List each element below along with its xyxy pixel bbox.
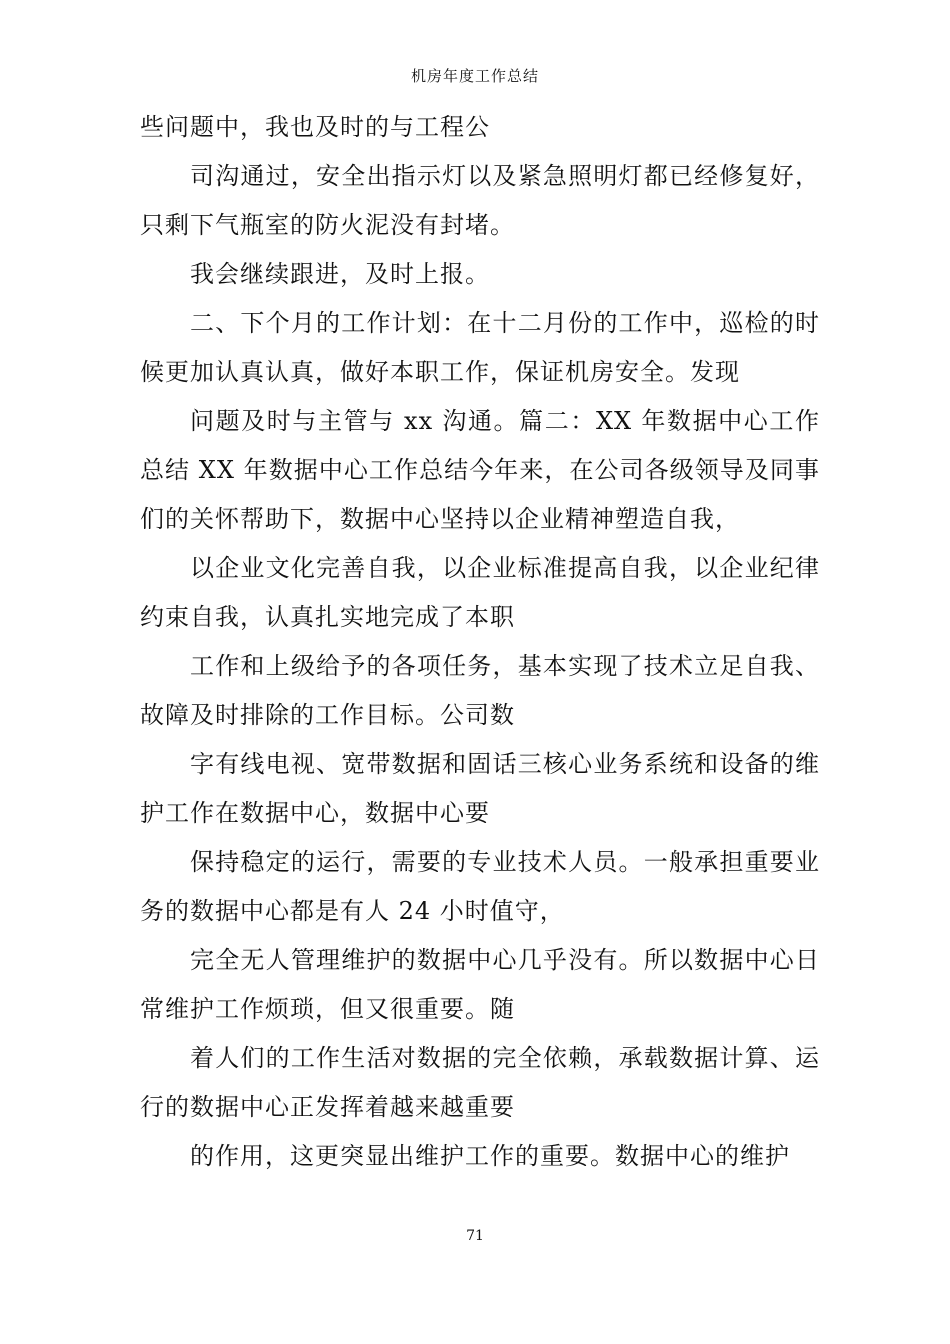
- page-header-title: 机房年度工作总结: [410, 67, 539, 85]
- paragraph: 司沟通过，安全出指示灯以及紧急照明灯都已经修复好，只剩下气瓶室的防火泥没有封堵。: [140, 162, 820, 239]
- paragraph: 我会继续跟进，及时上报。: [190, 260, 490, 288]
- paragraph: 保持稳定的运行，需要的专业技术人员。一般承担重要业务的数据中心都是有人 24 小时值守，: [140, 848, 820, 925]
- page-number: 71: [466, 1228, 484, 1244]
- paragraph: 完全无人管理维护的数据中心几乎没有。所以数据中心日常维护工作烦琐，但又很重要。随: [140, 946, 820, 1023]
- paragraph: 工作和上级给予的各项任务，基本实现了技术立足自我、故障及时排除的工作目标。公司数: [140, 652, 820, 729]
- paragraph: 的作用，这更突显出维护工作的重要。数据中心的维护: [190, 1142, 790, 1170]
- paragraph: 些问题中，我也及时的与工程公: [140, 113, 490, 141]
- paragraph: 着人们的工作生活对数据的完全依赖，承载数据计算、运行的数据中心正发挥着越来越重要: [140, 1044, 820, 1121]
- document-body: [140, 103, 820, 1181]
- paragraph: 问题及时与主管与 xx 沟通。篇二：XX 年数据中心工作总结 XX 年数据中心工作总结今年来，在公司各级领导及同事们的关怀帮助下，数据中心坚持以企业精神塑造自我，: [140, 407, 820, 533]
- paragraph: 字有线电视、宽带数据和固话三核心业务系统和设备的维护工作在数据中心，数据中心要: [140, 750, 820, 827]
- paragraph: 以企业文化完善自我，以企业标准提高自我，以企业纪律约束自我，认真扎实地完成了本职: [140, 554, 820, 631]
- paragraph: 二、下个月的工作计划：在十二月份的工作中，巡检的时候更加认真认真，做好本职工作，保证机房安全。发现: [140, 309, 820, 386]
